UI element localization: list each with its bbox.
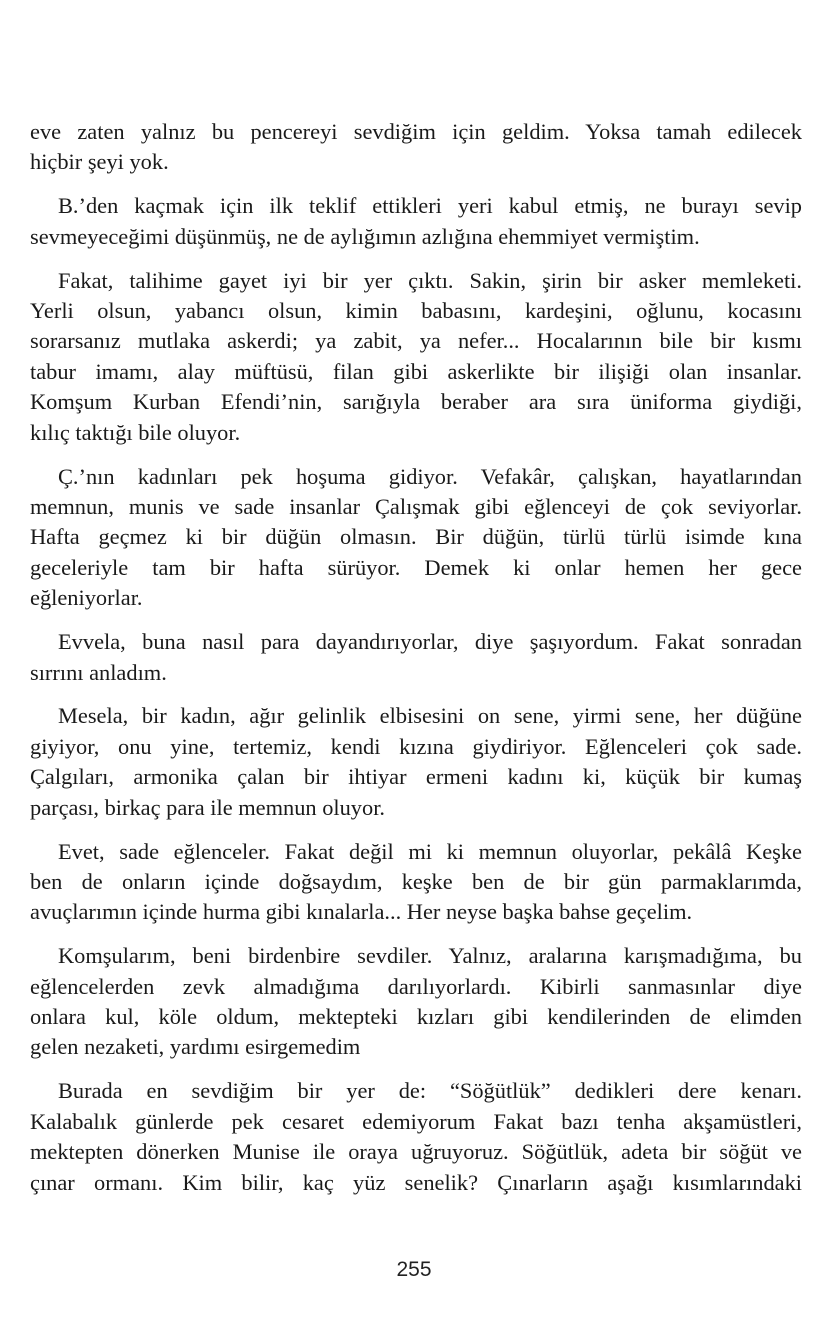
text-line: Yerli olsun, yabancı olsun, kimin babasını, kardeşini, oğlunu, kocasını: [30, 298, 802, 324]
text-line: hiçbir şeyi yok.: [30, 149, 169, 175]
text-line: kılıç taktığı bile oluyor.: [30, 419, 241, 445]
text-line: eve zaten yalnız bu pencereyi sevdiğim için geldim. Yoksa tamah edilecek: [30, 119, 802, 144]
text-line: Mesela, bir kadın, ağır gelinlik elbisesini on sene, yirmi sene, her düğüne: [58, 703, 802, 729]
text-line: eğleniyorlar.: [30, 585, 143, 611]
text-line: onlara kul, köle oldum, mektepteki kızları gibi kendilerinden de elimden: [30, 1004, 802, 1030]
text-line: Evet, sade eğlenceler. Fakat değil mi ki memnun oluyorlar, pekâlâ Keşke: [58, 838, 802, 864]
text-line: gelen nezaketi, yardımı esirgemedim: [30, 1034, 361, 1060]
paragraph-8: [30, 941, 802, 1063]
paragraph-9: [30, 1076, 802, 1198]
text-line: sırrını anladım.: [30, 659, 167, 685]
text-line: çınar ormanı. Kim bilir, kaç yüz senelik? Çınarların aşağı kısımlarındaki: [30, 1169, 802, 1195]
page-number: 255: [396, 1258, 432, 1281]
paragraph-1: [30, 117, 802, 178]
text-line: giyiyor, onu yine, tertemiz, kendi kızına giydiriyor. Eğlenceleri çok sade.: [30, 733, 802, 759]
text-line: Komşularım, beni birdenbire sevdiler. Yalnız, aralarına karışmadığıma, bu: [58, 943, 802, 969]
text-line: Komşum Kurban Efendi’nin, sarığıyla beraber ara sıra üniforma giydiği,: [30, 389, 802, 415]
text-line: B.’den kaçmak için ilk teklif ettikleri yeri kabul etmiş, ne burayı sevip: [58, 193, 802, 219]
text-line: sorarsanız mutlaka askerdi; ya zabit, ya nefer... Hocalarının bile bir kısmı: [30, 328, 802, 354]
text-line: parçası, birkaç para ile memnun oluyor.: [30, 794, 386, 820]
text-line: tabur imamı, alay müftüsü, filan gibi askerlikte bir ilişiği olan insanlar.: [30, 358, 802, 384]
text-line: Evvela, buna nasıl para dayandırıyorlar, diye şaşıyordum. Fakat sonradan: [58, 629, 802, 655]
text-line: Hafta geçmez ki bir düğün olmasın. Bir düğün, türlü türlü isimde kına: [30, 524, 802, 550]
paragraph-6: [30, 701, 802, 823]
text-line: eğlencelerden zevk almadığıma darılıyorlardı. Kibirli sanmasınlar diye: [30, 973, 802, 999]
paragraph-2: [30, 191, 802, 252]
text-line: Burada en sevdiğim bir yer de: “Söğütlük” dedikleri dere kenarı.: [58, 1078, 802, 1104]
document-page: [30, 117, 802, 1212]
text-line: memnun, munis ve sade insanlar Çalışmak gibi eğlenceyi de çok seviyorlar.: [30, 493, 802, 519]
text-line: mektepten dönerken Munise ile oraya uğruyoruz. Söğütlük, adeta bir söğüt ve: [30, 1139, 802, 1165]
paragraph-4: [30, 462, 802, 614]
text-line: Kalabalık günlerde pek cesaret edemiyorum Fakat bazı tenha akşamüstleri,: [30, 1108, 802, 1134]
text-line: Fakat, talihime gayet iyi bir yer çıktı. Sakin, şirin bir asker memleketi.: [58, 267, 802, 293]
text-line: avuçlarımın içinde hurma gibi kınalarla... Her neyse başka bahse geçelim.: [30, 899, 693, 925]
text-line: geceleriyle tam bir hafta sürüyor. Demek ki onlar hemen her gece: [30, 554, 802, 580]
paragraph-5: [30, 627, 802, 688]
text-line: Ç.’nın kadınları pek hoşuma gidiyor. Vefakâr, çalışkan, hayatlarından: [58, 463, 802, 489]
text-line: ben de onların içinde doğsaydım, keşke ben de bir gün parmaklarımda,: [30, 868, 802, 894]
paragraph-7: [30, 837, 802, 928]
text-line: sevmeyeceğimi düşünmüş, ne de aylığımın azlığına ehemmiyet vermiştim.: [30, 223, 700, 249]
paragraph-3: [30, 266, 802, 448]
text-line: Çalgıları, armonika çalan bir ihtiyar ermeni kadını ki, küçük bir kumaş: [30, 764, 802, 790]
